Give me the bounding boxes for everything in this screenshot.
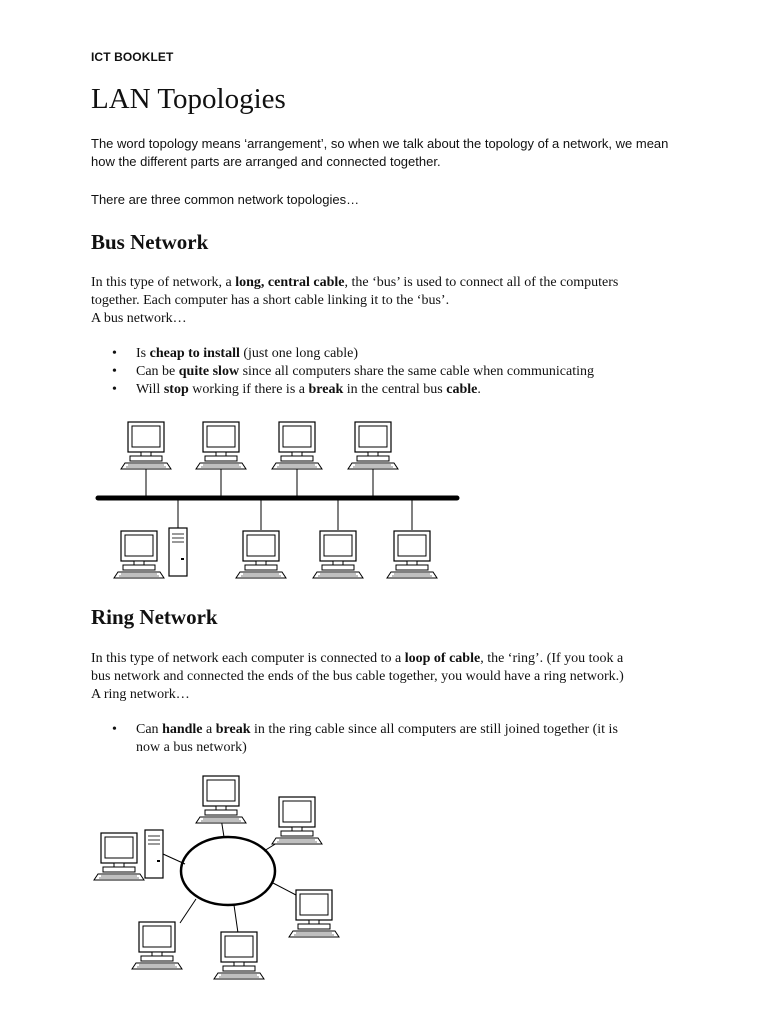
text-run: since all computers share the same cable when communicating (239, 364, 594, 379)
text-run: a (202, 722, 216, 737)
bus-network-diagram (98, 422, 457, 578)
text-run: now a bus network) (136, 740, 247, 755)
text-run: In this type of network each computer is connected to a (91, 651, 405, 666)
computer-icon (114, 531, 164, 578)
page-title: LAN Topologies (91, 83, 286, 115)
text-run: Can be (136, 364, 179, 379)
booklet-label: ICT BOOKLET (91, 50, 174, 64)
ring-network-heading: Ring Network (91, 605, 218, 629)
computer-icon (313, 531, 363, 578)
intro-line: how the different parts are arranged and connected together. (91, 154, 441, 169)
emphasis: handle (162, 722, 203, 737)
emphasis-long-central-cable: long, central cable (235, 275, 345, 290)
emphasis: cheap to install (149, 346, 240, 361)
computer-icon (236, 531, 286, 578)
computer-icon (387, 531, 437, 578)
computer-icon (272, 422, 322, 469)
emphasis-loop-of-cable: loop of cable (404, 651, 481, 666)
computer-icon (121, 422, 171, 469)
ring-desc-line-2: bus network and connected the ends of the bus cable together, you would have a ring network.) (91, 669, 624, 684)
bullet-icon: • (112, 346, 117, 361)
bullet-icon: • (112, 722, 117, 737)
bullet-icon: • (112, 364, 117, 379)
computer-icon (196, 776, 246, 823)
emphasis: stop (163, 382, 189, 397)
bus-desc-line-3: A bus network… (91, 311, 187, 326)
text-run: , the ‘ring’. (If you took a (480, 651, 624, 666)
computer-icon (196, 422, 246, 469)
text-run: working if there is a (188, 382, 309, 397)
text-run: In this type of network, a (91, 275, 236, 290)
text-run: (just one long cable) (239, 346, 359, 361)
text-run: Can (136, 722, 163, 737)
text-run: Will (136, 382, 164, 397)
ring-desc-line-3: A ring network… (91, 687, 190, 702)
emphasis: break (308, 382, 344, 397)
bus-network-heading: Bus Network (91, 230, 209, 254)
ring-network-diagram (94, 776, 339, 979)
text-run: in the central bus (343, 382, 447, 397)
ring-cable (181, 837, 275, 905)
emphasis: quite slow (178, 364, 240, 379)
computer-icon (348, 422, 398, 469)
text-run: . (477, 382, 481, 397)
server-tower-icon (169, 528, 187, 576)
emphasis: break (215, 722, 251, 737)
intro-topologies-line: There are three common network topologies… (91, 192, 360, 207)
text-run: in the ring cable since all computers are still joined together (it is (250, 722, 618, 737)
text-run: Is (136, 346, 150, 361)
intro-line: The word topology means ‘arrangement’, so when we talk about the topology of a network, we mean (91, 136, 669, 151)
computer-icon (94, 833, 144, 880)
computer-icon (272, 797, 322, 844)
text-run: , the ‘bus’ is used to connect all of the computers (344, 275, 619, 290)
bullet-icon: • (112, 382, 117, 397)
server-tower-icon (145, 830, 163, 878)
emphasis: cable (446, 382, 478, 397)
computer-icon (214, 932, 264, 979)
computer-icon (289, 890, 339, 937)
bus-desc-line-2: together. Each computer has a short cable linking it to the ‘bus’. (91, 293, 450, 308)
computer-icon (132, 922, 182, 969)
